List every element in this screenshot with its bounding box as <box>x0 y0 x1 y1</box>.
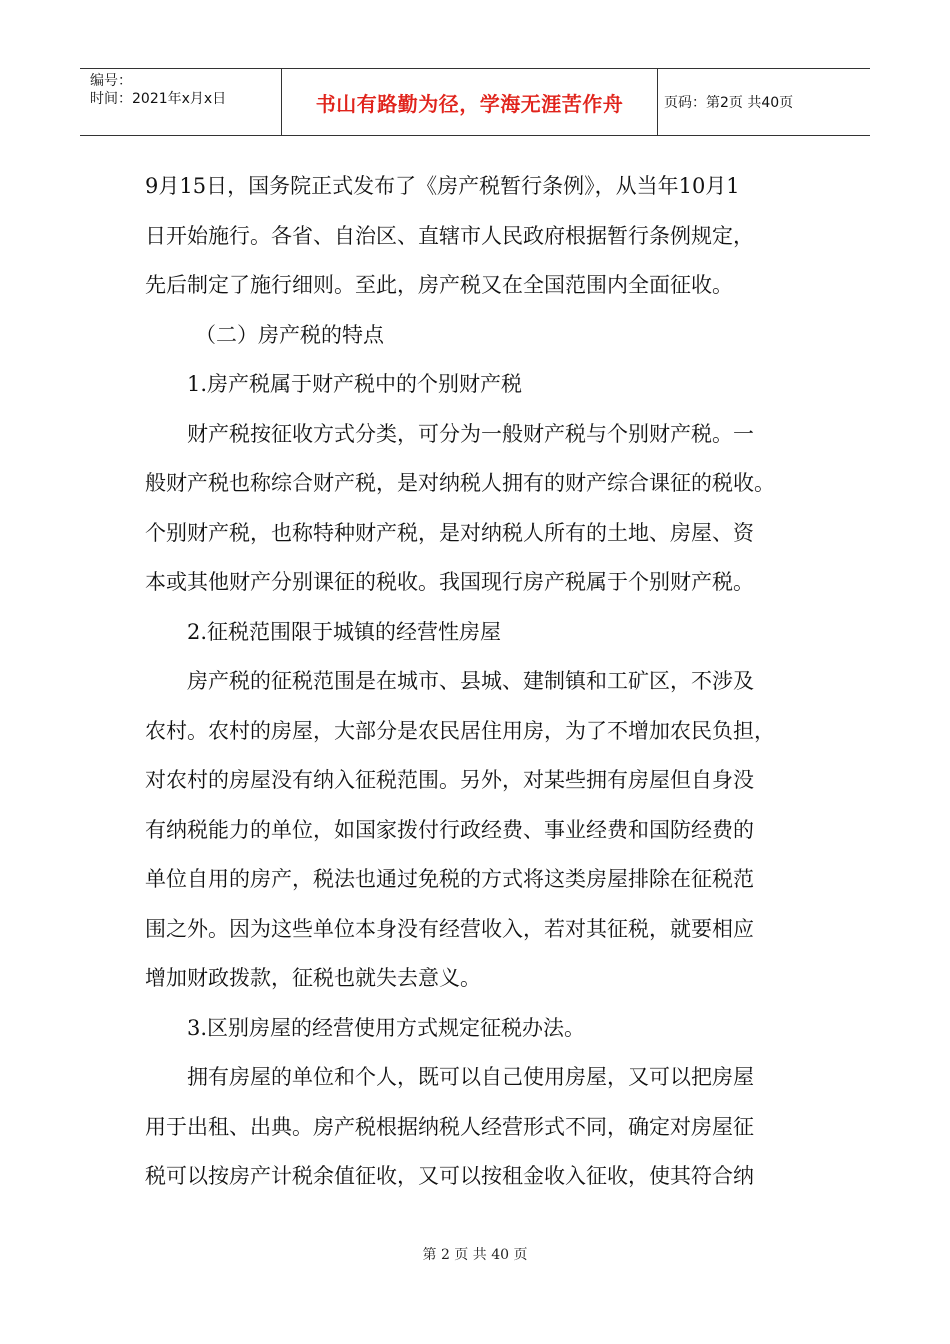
header-page-cell <box>658 69 870 135</box>
body-line: 先后制定了施行细则。至此，房产税又在全国范围内全面征收。 <box>145 273 733 297</box>
body-line: 本或其他财产分别课征的税收。我国现行房产税属于个别财产税。 <box>145 570 754 594</box>
header-meta-cell <box>80 69 282 135</box>
body-line: 单位自用的房产，税法也通过免税的方式将这类房屋排除在征税范 <box>145 867 754 891</box>
body-line: 房产税的征税范围是在城市、县城、建制镇和工矿区，不涉及 <box>187 669 754 693</box>
subsection-heading: 3.区别房屋的经营使用方式规定征税办法。 <box>187 1015 586 1040</box>
body-line: 农村。农村的房屋，大部分是农民居住用房，为了不增加农民负担， <box>145 718 775 743</box>
footer-page-number: 第 2 页 共 40 页 <box>422 1247 528 1263</box>
body-line: 增加财政拨款，征税也就失去意义。 <box>145 966 481 990</box>
body-line: 拥有房屋的单位和个人，既可以自己使用房屋，又可以把房屋 <box>187 1065 754 1089</box>
date-label: 时间：2021年x月x日 <box>90 91 227 107</box>
body-line: 有纳税能力的单位，如国家拨付行政经费、事业经费和国防经费的 <box>145 817 754 842</box>
page-footer <box>0 1244 950 1264</box>
body-line: 日开始施行。各省、自治区、直辖市人民政府根据暂行条例规定， <box>145 223 754 248</box>
header-motto-cell <box>282 69 658 135</box>
document-body <box>145 162 815 1202</box>
body-line: 税可以按房产计税余值征收，又可以按租金收入征收，使其符合纳 <box>145 1164 754 1188</box>
section-heading: （二）房产税的特点 <box>195 322 384 347</box>
body-line: 用于出租、出典。房产税根据纳税人经营形式不同，确定对房屋征 <box>145 1114 754 1139</box>
page-info: 页码：第2页 共40页 <box>664 95 794 111</box>
subsection-heading: 1.房产税属于财产税中的个别财产税 <box>187 372 523 396</box>
body-line: 般财产税也称综合财产税，是对纳税人拥有的财产综合课征的税收。 <box>145 471 775 495</box>
number-label: 编号： <box>90 73 132 89</box>
body-line: 对农村的房屋没有纳入征税范围。另外，对某些拥有房屋但自身没 <box>145 768 754 792</box>
body-line: 个别财产税，也称特种财产税，是对纳税人所有的土地、房屋、资 <box>145 520 754 545</box>
motto-text: 书山有路勤为径，学海无涯苦作舟 <box>315 91 624 116</box>
subsection-heading: 2.征税范围限于城镇的经营性房屋 <box>187 619 502 644</box>
document-header <box>80 68 870 136</box>
body-line: 围之外。因为这些单位本身没有经营收入，若对其征税，就要相应 <box>145 916 754 941</box>
body-line: 财产税按征收方式分类，可分为一般财产税与个别财产税。一 <box>187 421 754 446</box>
body-line: 9月15日，国务院正式发布了《房产税暂行条例》，从当年10月1 <box>145 174 740 198</box>
